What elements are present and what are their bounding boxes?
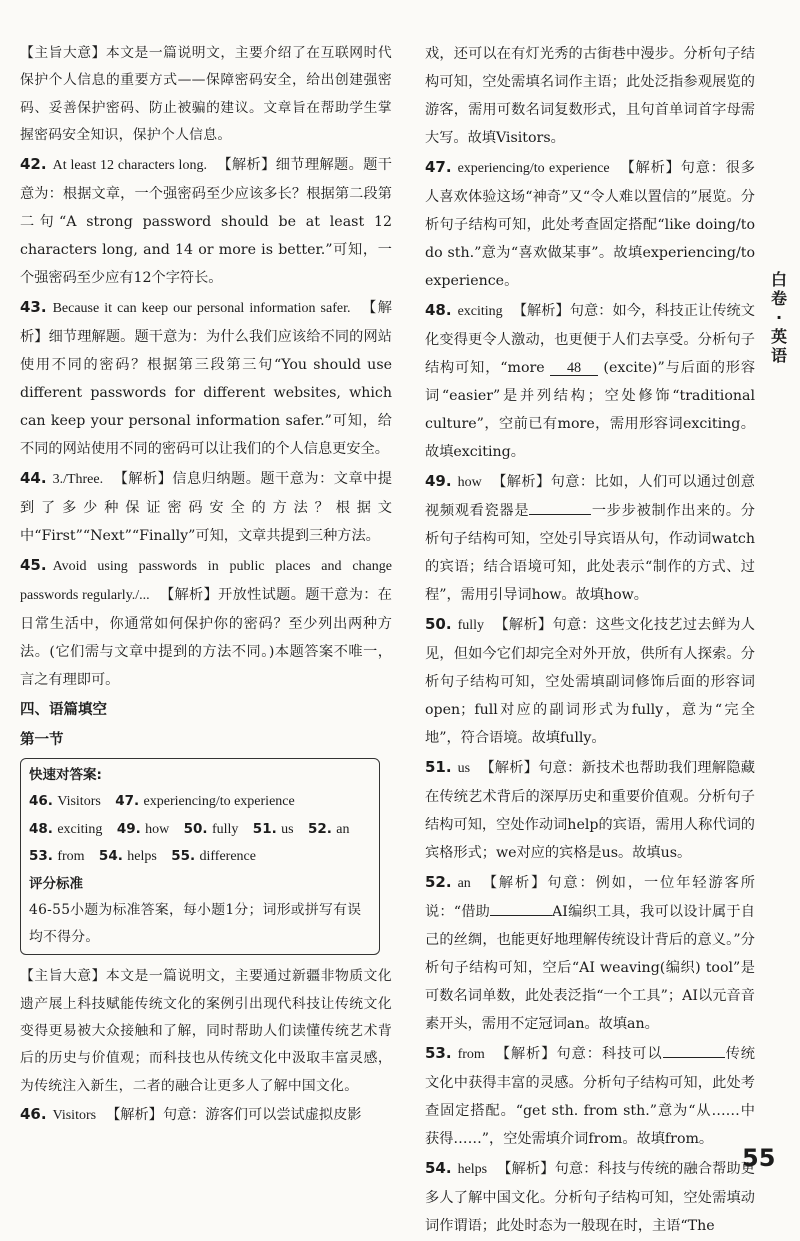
item-explanation: 【解析】句意：很多人喜欢体验这场“神奇”又“令人难以置信的”展览。分析句子结构可知，此处考查固定搭配“like doing/to do sth.”意为“喜欢做某事”。故填experiencing/to experience。	[425, 160, 755, 289]
answer-item-53	[425, 1039, 755, 1153]
item-number: 42.	[20, 154, 47, 173]
answer-item-49	[425, 467, 755, 609]
item-answer: 3./Three.	[52, 471, 104, 487]
section-title: 四、语篇填空	[20, 701, 107, 718]
answer-item-50	[425, 610, 755, 752]
answer-value: exciting	[57, 821, 103, 837]
item-explanation: 【解析】句意：比如，人们可以通过创意视频观看瓷器是	[425, 474, 755, 519]
item-explanation: 【解析】句意：科技与传统的融合帮助更多人了解中国文化。分析句子结构可知，空处需填动词作谓语；此处时态为一般现在时，主语“The	[425, 1161, 755, 1234]
item-explanation: 传统文化中获得丰富的灵感。分析句子结构可知，此处考查固定搭配。“get sth. from sth.”意为“从……中获得……”，空处需填介词from。故填from。	[425, 1046, 755, 1147]
right-column	[425, 40, 755, 1241]
blank-line	[529, 500, 591, 515]
answer-item-46-continued: 戏，还可以在有灯光秀的古街巷中漫步。分析句子结构可知，空处需填名词作主语；此处泛指参观展览的游客，需用可数名词复数形式，且句首单词首字母需大写。故填Visitors。	[425, 46, 755, 146]
answer-item-54	[425, 1154, 755, 1240]
answer-value: Visitors	[57, 794, 101, 810]
quick-answer-box	[20, 758, 380, 956]
intro-summary: 【主旨大意】本文是一篇说明文，主要介绍了在互联网时代保护个人信息的重要方式——保障密码安全，给出创建强密码、妥善保护密码、防止被骗的建议。文章旨在帮助学生掌握密码安全知识，保护个人信息。	[20, 45, 392, 144]
quick-answer-row	[29, 843, 371, 871]
answer-value: from	[57, 849, 85, 865]
answer-item-47	[425, 153, 755, 295]
item-number: 49.	[425, 472, 452, 490]
item-number: 54.	[425, 1159, 452, 1177]
item-answer: At least 12 characters long.	[52, 157, 207, 173]
item-number: 45.	[20, 555, 47, 574]
quick-answer-title: 快速对答案:	[29, 766, 102, 783]
item-number: 51.	[425, 758, 452, 776]
answer-number: 48.	[29, 820, 53, 837]
item-explanation: 【解析】句意：科技可以	[494, 1046, 663, 1062]
item-answer: exciting	[457, 304, 503, 319]
answer-number: 53.	[29, 848, 53, 865]
answer-item-48	[425, 296, 755, 466]
item-explanation: AI编织工具，我可以设计属于自己的丝绸，也能更好地理解传统设计背后的意义。”分析句子结构可知，空后“AI weaving(编织) tool”是可数名词单数，此处表泛指“一个工具”；AI以元音音素开头，需用不定冠词an。故填an。	[425, 904, 755, 1032]
answer-item-43	[20, 293, 392, 463]
item-number: 43.	[20, 297, 47, 316]
answer-item-44	[20, 464, 392, 550]
quick-answer-row	[29, 816, 371, 844]
side-tab-char: 卷	[770, 289, 787, 308]
item-explanation: 一步步被制作出来的。分析句子结构可知，空处引导宾语从句，作动词watch的宾语；结合语境可知，此处表示“制作的方式、过程”，需用引导词how。故填how。	[425, 503, 755, 603]
side-tab-char: ·	[775, 308, 783, 327]
item-answer: Avoid using passwords in public places and change passwords regularly./...	[20, 558, 392, 603]
answer-item-45	[20, 551, 392, 694]
item-explanation: 【解析】句意：新技术也帮助我们理解隐藏在传统艺术背后的深厚历史和重要价值观。分析句子结构可知，空处作动词help的宾语，需用人称代词的宾格形式；we对应的宾格是us。故填us。	[425, 760, 755, 861]
item-explanation: 【解析】句意：游客们可以尝试虚拟皮影	[106, 1107, 362, 1124]
answer-value: how	[145, 821, 170, 837]
answer-value: helps	[127, 849, 157, 865]
answer-item-42	[20, 150, 392, 292]
side-tab-char: 英	[770, 327, 787, 346]
item-number: 44.	[20, 468, 47, 487]
criteria-text: 46-55小题为标准答案，每小题1分；词形或拼写有误均不得分。	[29, 902, 362, 945]
answer-number: 54.	[98, 848, 123, 865]
answer-number: 46.	[29, 793, 53, 810]
item-answer: us	[457, 761, 471, 776]
item-explanation: 【解析】句意：如今，科技正让传统文化变得更令人激动，也更便于人们去享受。分析句子结构可知，“more	[425, 303, 755, 376]
blank-line	[663, 1043, 725, 1058]
item-answer: an	[457, 876, 471, 891]
answer-item-46	[20, 1100, 392, 1130]
side-tab-char: 白	[770, 270, 787, 289]
item-answer: experiencing/to experience	[457, 161, 610, 176]
item-number: 47.	[425, 158, 452, 176]
answer-number: 47.	[115, 793, 140, 810]
answer-number: 49.	[116, 820, 141, 837]
answer-value: fully	[211, 821, 239, 837]
blank-line	[490, 901, 552, 916]
item-answer: Because it can keep our personal information safer.	[52, 300, 351, 316]
item-explanation: (excite)”与后面的形容词“easier”是并列结构；空处修饰“traditional culture”，空前已有more，需用形容词exciting。故填exciting。	[425, 360, 756, 460]
criteria-title: 评分标准	[29, 875, 83, 892]
item-explanation: 【解析】句意：这些文化技艺过去鲜为人见，但如今它们却完全对外开放，供所有人探索。分析句子结构可知，空处需填副词修饰后面的形容词open；full对应的副词形式为fully，意为“完全地”，符合语境。故填fully。	[425, 617, 755, 746]
answer-value: experiencing/to experience	[143, 794, 295, 810]
blank-line: 48	[550, 361, 598, 376]
subsection-title: 第一节	[20, 731, 64, 748]
answer-number: 55.	[171, 848, 196, 865]
item-number: 48.	[425, 301, 452, 319]
left-column	[20, 40, 392, 1131]
side-tab-char: 语	[770, 346, 787, 365]
answer-number: 50.	[183, 820, 208, 837]
item-number: 52.	[425, 873, 452, 891]
item-answer: fully	[457, 618, 485, 633]
item-explanation: 【解析】信息归纳题。题干意为：文章中提到了多少种保证密码安全的方法？根据文中“First”“Next”“Finally”可知，文章共提到三种方法。	[20, 470, 392, 544]
item-explanation: 【解析】细节理解题。题干意为：为什么我们应该给不同的网站使用不同的密码？根据第三段第三句“You should use different passwords for different websites, which can keep your personal information safer.”可知，给不同的网站使用不同的密码可以让我们的个人信息更安全。	[20, 299, 392, 457]
quick-answer-row	[29, 788, 371, 816]
side-tab-label	[767, 270, 791, 365]
answer-item-52	[425, 868, 755, 1038]
item-number: 50.	[425, 615, 452, 633]
item-explanation: 【解析】细节理解题。题干意为：根据文章，一个强密码至少应该多长？根据第二段第二句“A strong password should be at least 12 characters long, and 14 or more is better.”可知，一个强密码至少应有12个字符长。	[20, 156, 392, 286]
item-answer: helps	[457, 1162, 488, 1177]
answer-value: an	[336, 821, 350, 837]
answer-number: 51.	[252, 820, 277, 837]
answer-value: difference	[199, 849, 256, 865]
item-explanation: 【解析】开放性试题。题干意为：在日常生活中，你通常如何保护你的密码？至少列出两种方法。(它们需与文章中提到的方法不同。)本题答案不唯一，言之有理即可。	[20, 586, 392, 688]
item-answer: how	[457, 475, 482, 490]
answer-item-51	[425, 753, 755, 867]
answer-value: us	[281, 821, 294, 837]
item-explanation: 【解析】句意：例如，一位年轻游客所说：“借助	[425, 875, 755, 920]
answer-number: 52.	[307, 820, 332, 837]
item-number: 46.	[20, 1105, 47, 1124]
page-number: 55	[742, 1144, 776, 1172]
intro-summary-2: 【主旨大意】本文是一篇说明文，主要通过新疆非物质文化遗产展上科技赋能传统文化的案例引出现代科技让传统文化变得更易被大众接触和了解，同时帮助人们读懂传统艺术背后的历史与价值观；而科技也从传统文化中汲取丰富灵感，为传统注入新生，二者的融合让更多人了解中国文化。	[20, 968, 392, 1094]
item-answer: Visitors	[52, 1108, 97, 1124]
item-answer: from	[457, 1047, 485, 1062]
item-number: 53.	[425, 1044, 452, 1062]
